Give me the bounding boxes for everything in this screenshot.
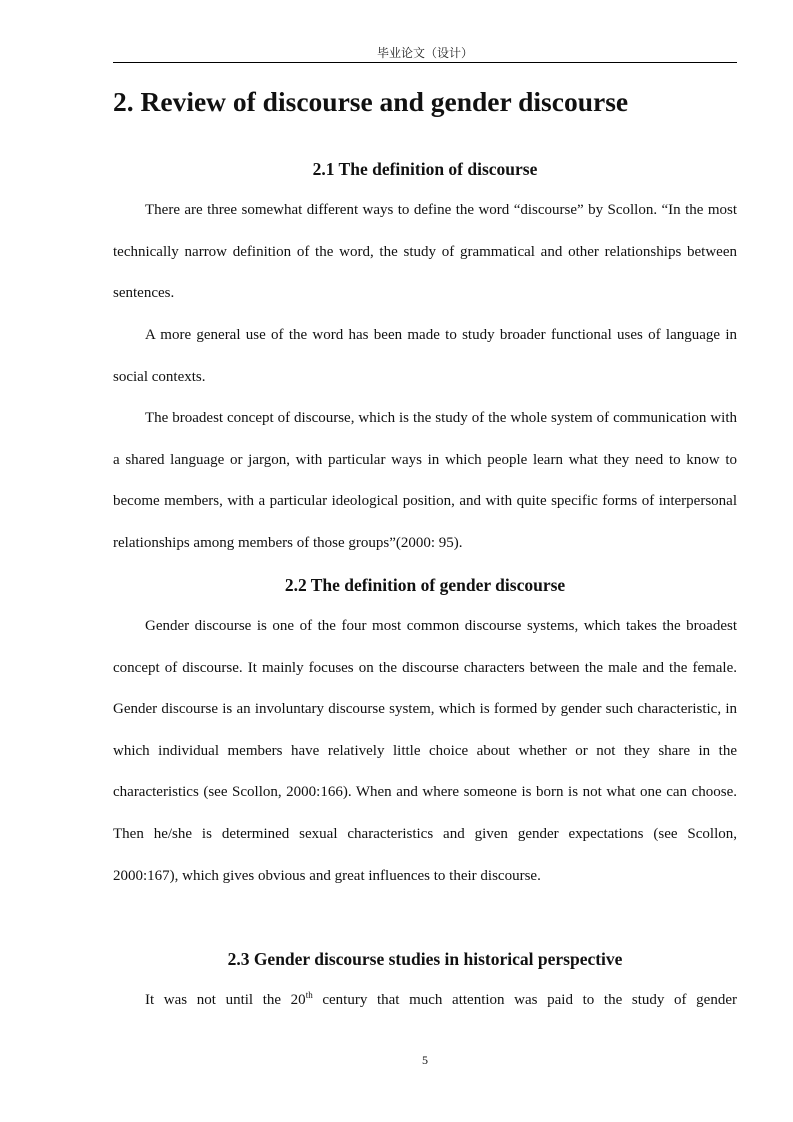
paragraph-2-3-1-end: century that much attention was paid to the study of gender: [312, 992, 737, 1008]
paragraph-2-1-2: A more general use of the word has been made to study broader functional uses of language in social contexts.: [113, 327, 737, 385]
section-heading-2-3: 2.3 Gender discourse studies in historical perspective: [227, 949, 623, 969]
paragraph-2-1-3: The broadest concept of discourse, which is the study of the whole system of communication with a shared language or jargon, with particular ways in which people learn what they need to know to become members, with a particular ideological position, and with quite specific forms of interpersonal relationships among members of those groups”(2000: 95).: [113, 410, 737, 551]
ordinal-suffix: th: [305, 990, 313, 1000]
paragraph-2-3-1: [113, 980, 737, 1022]
page-number: 5: [422, 1053, 428, 1067]
paragraph-2-3-1-start: It was not until the 20: [145, 992, 306, 1008]
chapter-title: 2. Review of discourse and gender discourse: [113, 86, 629, 117]
running-header: 毕业论文（设计）: [376, 46, 473, 60]
paragraph-2-1-1: There are three somewhat different ways to define the word “discourse” by Scollon. “In the most technically narrow definition of the word, the study of grammatical and other relationships between sentences.: [113, 202, 737, 302]
header-rule: [113, 62, 737, 63]
section-heading-2-2: 2.2 The definition of gender discourse: [284, 575, 566, 595]
paragraph-2-2-1: Gender discourse is one of the four most common discourse systems, which takes the broadest concept of discourse. It mainly focuses on the discourse characters between the male and the female. Gender discourse is an involuntary discourse system, which is formed by gender such characteristic, in which individual members have relatively little choice about whether or not they share in the characteristics (see Scollon, 2000:166). When and where someone is born is not what one can choose. Then he/she is determined sexual characteristics and given gender expectations (see Scollon, 2000:167), which gives obvious and great influences to their discourse.: [113, 618, 737, 884]
section-heading-2-1: 2.1 The definition of discourse: [312, 159, 538, 179]
